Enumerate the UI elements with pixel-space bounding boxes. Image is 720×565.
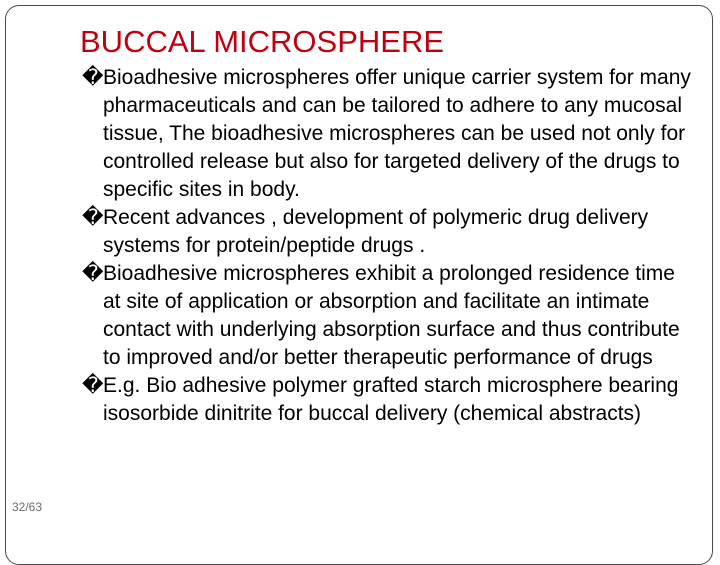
bullet-list bbox=[82, 64, 692, 428]
bullet-item-1 bbox=[82, 64, 692, 204]
bullet-item-4 bbox=[82, 372, 692, 428]
bullet-text: Bioadhesive microspheres exhibit a prolonged residence time at site of application or absorption and facilitate an intimate contact with underlying absorption surface and thus contribute to improved and/or better therapeutic performance of drugs bbox=[103, 262, 680, 369]
slide-title: BUCCAL MICROSPHERE bbox=[80, 24, 445, 59]
bullet-item-3 bbox=[82, 260, 692, 372]
bullet-marker: � bbox=[82, 374, 104, 397]
bullet-item-2 bbox=[82, 204, 692, 260]
bullet-text: Recent advances , development of polymeric drug delivery systems for protein/peptide drugs . bbox=[103, 206, 649, 257]
bullet-marker: �. bbox=[82, 66, 110, 89]
bullet-text: Bioadhesive microspheres offer unique carrier system for many pharmaceuticals and can be tailored to adhere to any mucosal tissue, The bioadhesive microspheres can be used not only for controlled release but also for targeted delivery of the drugs to specific sites in body. bbox=[103, 66, 691, 201]
page-number: 32/63 bbox=[12, 500, 43, 514]
bullet-marker: � bbox=[82, 262, 104, 285]
bullet-text: E.g. Bio adhesive polymer grafted starch microsphere bearing isosorbide dinitrite for buccal delivery (chemical abstracts) bbox=[103, 374, 679, 425]
bullet-marker: � bbox=[82, 206, 104, 229]
